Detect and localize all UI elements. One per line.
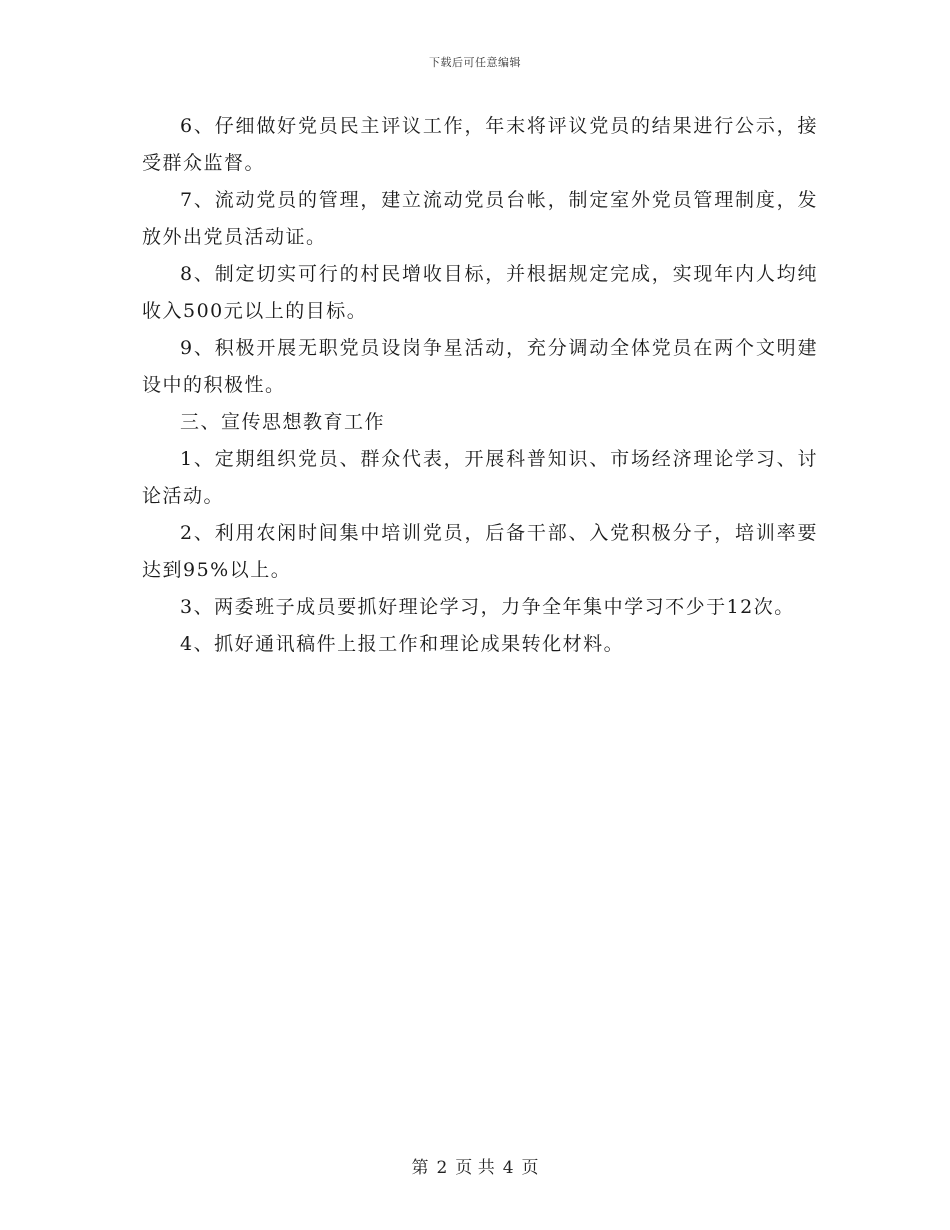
footer-page-number: 2	[436, 1158, 448, 1178]
footer-total-pages: 4	[502, 1158, 514, 1178]
paragraph-item-3: 3、两委班子成员要抓好理论学习，力争全年集中学习不少于12次。	[180, 596, 795, 618]
paragraph-item-7: 7、流动党员的管理，建立流动党员台帐，制定室外党员管理制度，发放外出党员活动证。	[142, 189, 818, 248]
footer-prefix: 第	[411, 1158, 429, 1178]
paragraph-item-9: 9、积极开展无职党员设岗争星活动，充分调动全体党员在两个文明建设中的积极性。	[142, 337, 818, 396]
document-body	[142, 108, 818, 663]
paragraph-item-2: 2、利用农闲时间集中培训党员，后备干部、入党积极分子，培训率要达到95%以上。	[142, 522, 818, 581]
page-footer	[0, 1153, 950, 1178]
paragraph-item-4: 4、抓好通讯稿件上报工作和理论成果转化材料。	[180, 633, 625, 655]
page-header-note: 下载后可任意编辑	[429, 56, 521, 69]
footer-middle: 页 共	[455, 1158, 495, 1178]
paragraph-item-6: 6、仔细做好党员民主评议工作，年末将评议党员的结果进行公示，接受群众监督。	[142, 115, 818, 174]
footer-suffix: 页	[521, 1158, 539, 1178]
section-heading-3: 三、宣传思想教育工作	[180, 411, 386, 433]
paragraph-item-1: 1、定期组织党员、群众代表，开展科普知识、市场经济理论学习、讨论活动。	[142, 448, 818, 507]
paragraph-item-8: 8、制定切实可行的村民增收目标，并根据规定完成，实现年内人均纯收入500元以上的目标。	[142, 263, 818, 322]
